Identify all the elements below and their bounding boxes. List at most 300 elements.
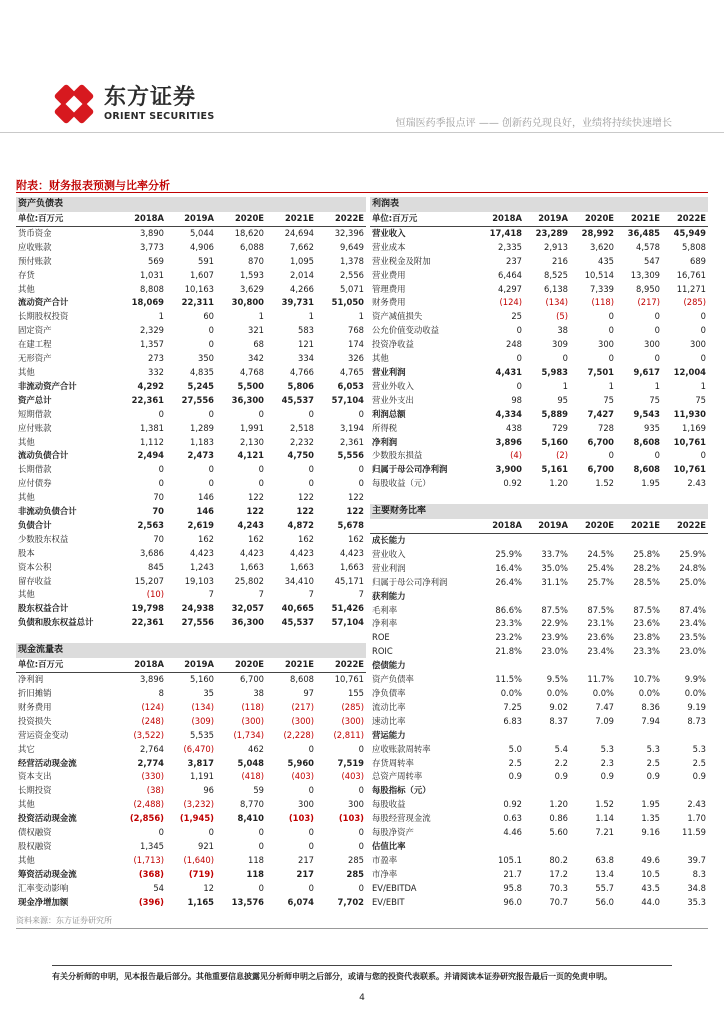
value-cell: 5,535	[190, 729, 214, 740]
value-cell: (124)	[141, 701, 164, 712]
value-cell: 68	[253, 339, 264, 350]
value-cell: 24,938	[181, 603, 214, 614]
value-cell: 26.4%	[495, 576, 522, 587]
value-cell: 63.8	[595, 854, 614, 865]
year-header: 2019A	[166, 658, 216, 672]
row-label: 在建工程	[18, 339, 52, 350]
row-label: ROE	[372, 632, 390, 643]
table-row	[16, 324, 366, 338]
value-cell: 1,165	[187, 896, 214, 907]
empty-cell	[616, 729, 662, 743]
value-cell: 729	[552, 422, 568, 433]
value-cell: 6,138	[544, 283, 568, 294]
value-cell: 118	[246, 868, 264, 879]
table-row	[370, 868, 708, 882]
value-cell: 273	[148, 353, 164, 364]
section-label: 每股指标（元）	[372, 785, 431, 796]
table-row	[16, 812, 366, 826]
row-label: 其他	[18, 589, 35, 600]
table-row	[16, 840, 366, 854]
row-label: 营业外支出	[372, 394, 414, 405]
value-cell: 845	[148, 561, 164, 572]
value-cell: 4,872	[287, 519, 314, 530]
row-label: 其它	[18, 743, 35, 754]
value-cell: 38	[557, 325, 568, 336]
row-label: 折旧摊销	[18, 688, 52, 698]
value-cell: 23.8%	[633, 632, 660, 643]
empty-cell	[662, 784, 708, 798]
row-label: 营业费用	[372, 269, 406, 280]
value-cell: 22,361	[131, 394, 164, 405]
value-cell: (285)	[341, 701, 364, 712]
value-cell: 1,289	[190, 422, 214, 433]
section-label: 获利能力	[372, 590, 406, 601]
value-cell: 25.7%	[587, 576, 614, 587]
row-label: 毛利率	[372, 604, 398, 615]
value-cell: (124)	[499, 297, 522, 308]
row-label: 无形资产	[18, 353, 52, 364]
value-cell: 122	[246, 506, 264, 517]
section-heading-row	[370, 784, 708, 798]
value-cell: 300	[644, 339, 660, 350]
empty-cell	[616, 659, 662, 673]
source-divider	[16, 928, 708, 929]
value-cell: 23.5%	[679, 632, 706, 643]
value-cell: 7,339	[590, 283, 614, 294]
table-row	[16, 729, 366, 743]
value-cell: 7,662	[290, 241, 314, 252]
table-row	[370, 617, 708, 631]
value-cell: 70	[153, 492, 164, 503]
value-cell: 146	[198, 492, 214, 503]
value-cell: 1	[308, 311, 314, 322]
value-cell: 8,525	[544, 269, 568, 280]
value-cell: 1,031	[140, 269, 164, 280]
year-header: 2020E	[570, 212, 616, 226]
value-cell: 2,619	[187, 519, 214, 530]
value-cell: 30,800	[231, 297, 264, 308]
value-cell: 1	[654, 380, 660, 391]
empty-cell	[570, 729, 616, 743]
row-label: 归属于母公司净利润	[372, 576, 448, 587]
value-cell: 1,169	[682, 422, 706, 433]
value-cell: 5,160	[541, 436, 568, 447]
value-cell: 5.4	[554, 743, 568, 754]
unit-label: 单位:百万元	[16, 658, 116, 672]
value-cell: 4,423	[240, 547, 264, 558]
table-row	[16, 743, 366, 757]
value-cell: 11.5%	[495, 674, 522, 685]
value-cell: 5,960	[287, 757, 314, 768]
table-row	[370, 673, 708, 687]
table-header-row	[16, 212, 366, 226]
value-cell: 285	[346, 868, 364, 879]
value-cell: 217	[298, 854, 314, 865]
value-cell: 0	[308, 478, 314, 489]
table-row	[370, 477, 708, 491]
value-cell: 13.4	[595, 868, 614, 879]
empty-cell	[478, 840, 524, 854]
value-cell: 5,048	[237, 757, 264, 768]
value-cell: (330)	[141, 771, 164, 782]
value-cell: 0.92	[503, 799, 522, 810]
table-row	[370, 310, 708, 324]
value-cell: (285)	[683, 297, 706, 308]
section-label: 营运能力	[372, 729, 406, 740]
value-cell: 7,501	[587, 366, 614, 377]
value-cell: 0	[516, 325, 522, 336]
table-row	[16, 296, 366, 310]
year-header: 2020E	[570, 519, 616, 533]
row-label: 资本公积	[18, 561, 52, 572]
value-cell: 23.0%	[541, 646, 568, 657]
value-cell: 0	[308, 408, 314, 419]
value-cell: 122	[348, 492, 364, 503]
value-cell: 23.3%	[495, 618, 522, 629]
table-row	[370, 283, 708, 297]
table-row	[16, 896, 366, 910]
value-cell: 0	[608, 450, 614, 461]
value-cell: (368)	[138, 868, 164, 879]
table-row	[16, 449, 366, 463]
section-label: 成长能力	[372, 535, 406, 546]
value-cell: 45,949	[673, 227, 706, 238]
value-cell: 80.2	[549, 854, 568, 865]
row-label: 应收账款	[18, 241, 52, 252]
value-cell: (1,945)	[179, 813, 214, 824]
value-cell: 569	[148, 255, 164, 266]
value-cell: 23.9%	[541, 632, 568, 643]
year-header: 2018A	[478, 519, 524, 533]
value-cell: 4,423	[290, 547, 314, 558]
value-cell: 36,300	[231, 394, 264, 405]
year-header: 2021E	[616, 212, 662, 226]
value-cell: 0.0%	[684, 688, 706, 698]
value-cell: 51,426	[331, 603, 364, 614]
table-row	[370, 715, 708, 729]
value-cell: 28,992	[581, 227, 614, 238]
value-cell: 4,334	[495, 408, 522, 419]
value-cell: 1.35	[641, 813, 660, 824]
value-cell: 583	[298, 325, 314, 336]
year-header: 2018A	[116, 658, 166, 672]
row-label: 净利润	[18, 674, 44, 685]
empty-cell	[478, 590, 524, 604]
value-cell: 70	[152, 506, 164, 517]
table-row	[16, 715, 366, 729]
value-cell: 70.3	[549, 882, 568, 893]
row-label: 货币资金	[18, 227, 52, 238]
value-cell: 4,423	[190, 547, 214, 558]
value-cell: 2.43	[687, 478, 706, 489]
value-cell: 1,112	[140, 436, 164, 447]
table-row	[370, 826, 708, 840]
value-cell: 8,410	[237, 813, 264, 824]
value-cell: (1,734)	[233, 729, 264, 740]
value-cell: 0	[208, 827, 214, 838]
value-cell: 9.16	[641, 827, 660, 838]
row-label: 资产负债率	[372, 674, 414, 685]
row-label: 其他	[18, 436, 35, 447]
value-cell: 3,890	[140, 227, 164, 238]
table-row	[370, 422, 708, 436]
empty-cell	[524, 840, 570, 854]
value-cell: 4,906	[190, 241, 214, 252]
row-label: 非流动负债合计	[18, 506, 77, 517]
value-cell: 0.0%	[592, 688, 614, 698]
value-cell: 3,620	[590, 241, 614, 252]
value-cell: 547	[644, 255, 660, 266]
empty-cell	[478, 784, 524, 798]
value-cell: 0	[358, 785, 364, 796]
year-header: 2018A	[116, 212, 166, 226]
value-cell: 0.86	[549, 813, 568, 824]
value-cell: 2,361	[340, 436, 364, 447]
row-label: 营业税金及附加	[372, 255, 431, 266]
value-cell: 0	[358, 827, 364, 838]
table-row	[16, 310, 366, 324]
value-cell: 350	[198, 353, 214, 364]
value-cell: 8.3	[692, 868, 706, 879]
value-cell: 4,297	[498, 283, 522, 294]
value-cell: 9,543	[633, 408, 660, 419]
value-cell: 0.9	[692, 771, 706, 782]
value-cell: 1,991	[240, 422, 264, 433]
section-heading-row	[370, 534, 708, 548]
value-cell: 326	[348, 353, 364, 364]
year-header: 2021E	[616, 519, 662, 533]
value-cell: 921	[198, 840, 214, 851]
table-row	[370, 226, 708, 240]
value-cell: 0	[258, 882, 264, 893]
table-row	[370, 449, 708, 463]
row-label: 市净率	[372, 868, 398, 879]
value-cell: 0	[358, 882, 364, 893]
value-cell: 44.0	[641, 896, 660, 907]
table-row	[16, 561, 366, 575]
row-label: 资本支出	[18, 771, 52, 782]
table-row	[370, 770, 708, 784]
value-cell: 2,232	[290, 436, 314, 447]
table-row	[16, 491, 366, 505]
table-row	[16, 770, 366, 784]
value-cell: 2,774	[137, 757, 164, 768]
section-heading-row	[370, 840, 708, 854]
row-label: 流动负债合计	[18, 450, 69, 461]
value-cell: 3,896	[495, 436, 522, 447]
value-cell: (418)	[241, 771, 264, 782]
value-cell: 0	[608, 311, 614, 322]
value-cell: 162	[298, 533, 314, 544]
empty-cell	[570, 590, 616, 604]
table-header-row	[370, 519, 708, 533]
value-cell: 0	[516, 353, 522, 364]
table-row	[16, 798, 366, 812]
table-row	[16, 241, 366, 255]
table-row	[370, 255, 708, 269]
value-cell: 1	[358, 311, 364, 322]
header-divider	[0, 132, 724, 133]
value-cell: 0	[358, 743, 364, 754]
table-row	[16, 477, 366, 491]
value-cell: 3,900	[495, 464, 522, 475]
value-cell: 1,243	[190, 561, 214, 572]
value-cell: 7.47	[595, 701, 614, 712]
value-cell: 5,556	[337, 450, 364, 461]
value-cell: 1.95	[641, 799, 660, 810]
row-label: 净利润	[372, 436, 398, 447]
value-cell: 6,700	[587, 436, 614, 447]
value-cell: 17.2	[549, 868, 568, 879]
unit-label: 单位:百万元	[370, 212, 478, 226]
cash-flow-statement	[16, 643, 366, 909]
value-cell: 2.5	[646, 757, 660, 768]
value-cell: 49.6	[641, 854, 660, 865]
value-cell: 18,620	[234, 227, 264, 238]
row-label: 投资活动现金流	[18, 813, 77, 824]
source-note: 资料来源：东方证券研究所	[16, 916, 112, 925]
cash-flow-title: 现金流量表	[16, 643, 366, 658]
value-cell: 75	[649, 394, 660, 405]
value-cell: 8,808	[140, 283, 164, 294]
value-cell: 6,700	[587, 464, 614, 475]
value-cell: (300)	[341, 715, 364, 726]
value-cell: 2,494	[137, 450, 164, 461]
row-label: 长期投资	[18, 785, 52, 796]
value-cell: 18,069	[131, 297, 164, 308]
value-cell: 3,773	[140, 241, 164, 252]
value-cell: 57,104	[331, 394, 364, 405]
value-cell: 0	[158, 408, 164, 419]
value-cell: (1,640)	[183, 854, 214, 865]
value-cell: 0	[308, 464, 314, 475]
value-cell: 1,357	[140, 339, 164, 350]
value-cell: 5,161	[541, 464, 568, 475]
value-cell: 10,514	[584, 269, 614, 280]
value-cell: 0	[158, 827, 164, 838]
value-cell: 87.4%	[679, 604, 706, 615]
value-cell: 5,071	[340, 283, 364, 294]
value-cell: 2.2	[554, 757, 568, 768]
value-cell: 25.9%	[679, 548, 706, 559]
value-cell: 7,519	[337, 757, 364, 768]
left-column	[16, 197, 366, 910]
value-cell: 0.9	[508, 771, 522, 782]
value-cell: 13,576	[231, 896, 264, 907]
row-label: 管理费用	[372, 283, 406, 294]
value-cell: 1,663	[240, 561, 264, 572]
table-header-row	[370, 212, 708, 226]
row-label: 公允价值变动收益	[372, 325, 439, 336]
table-row	[370, 798, 708, 812]
empty-cell	[616, 784, 662, 798]
value-cell: 4,768	[240, 366, 264, 377]
value-cell: 0	[358, 464, 364, 475]
row-label: 营业收入	[372, 227, 406, 238]
row-label: 投资净收益	[372, 339, 414, 350]
row-label: 其他	[18, 366, 35, 377]
balance-sheet-table	[16, 212, 366, 630]
balance-sheet	[16, 197, 366, 630]
value-cell: 21.8%	[495, 646, 522, 657]
value-cell: (3,232)	[183, 799, 214, 810]
balance-sheet-title: 资产负债表	[16, 197, 366, 212]
value-cell: 300	[598, 339, 614, 350]
value-cell: 98	[511, 394, 522, 405]
value-cell: 36,485	[627, 227, 660, 238]
value-cell: 1	[158, 311, 164, 322]
value-cell: 3,686	[140, 547, 164, 558]
value-cell: 3,817	[187, 757, 214, 768]
value-cell: (38)	[146, 785, 164, 796]
table-row	[16, 687, 366, 701]
value-cell: 32,396	[334, 227, 364, 238]
table-row	[370, 548, 708, 562]
row-label: 其他	[18, 492, 35, 503]
row-label: 市盈率	[372, 854, 398, 865]
value-cell: 0.0%	[638, 688, 660, 698]
value-cell: 118	[248, 854, 264, 865]
row-label: 净负债率	[372, 688, 406, 698]
table-row	[370, 896, 708, 910]
value-cell: 462	[248, 743, 264, 754]
value-cell: 27,556	[181, 394, 214, 405]
value-cell: 5.3	[600, 743, 614, 754]
value-cell: 56.0	[595, 896, 614, 907]
table-row	[370, 882, 708, 896]
header-label-cell	[370, 519, 478, 533]
table-row	[370, 324, 708, 338]
value-cell: 1,607	[190, 269, 214, 280]
financial-ratios-title: 主要财务比率	[370, 504, 708, 519]
value-cell: (396)	[138, 896, 164, 907]
value-cell: 1.52	[595, 799, 614, 810]
value-cell: 4,243	[237, 519, 264, 530]
value-cell: 0	[308, 840, 314, 851]
value-cell: 0	[700, 311, 706, 322]
income-statement-title: 利润表	[370, 197, 708, 212]
value-cell: 11.59	[682, 827, 706, 838]
value-cell: (2,488)	[133, 799, 164, 810]
value-cell: (309)	[191, 715, 214, 726]
value-cell: 0.0%	[500, 688, 522, 698]
value-cell: (248)	[141, 715, 164, 726]
section-label: 偿债能力	[372, 660, 406, 671]
value-cell: 11,930	[673, 408, 706, 419]
value-cell: 1,593	[240, 269, 264, 280]
value-cell: 97	[303, 688, 314, 698]
row-label: 每股收益	[372, 799, 406, 810]
value-cell: 87.5%	[541, 604, 568, 615]
value-cell: 1,191	[190, 771, 214, 782]
value-cell: 10.5	[641, 868, 660, 879]
year-header: 2019A	[524, 212, 570, 226]
value-cell: 4,835	[190, 366, 214, 377]
value-cell: 23.3%	[633, 646, 660, 657]
empty-cell	[662, 534, 708, 548]
value-cell: 10,761	[334, 674, 364, 685]
row-label: 预付账款	[18, 255, 52, 266]
value-cell: 7	[208, 589, 214, 600]
value-cell: 51,050	[331, 297, 364, 308]
value-cell: 435	[598, 255, 614, 266]
row-label: 负债和股东权益总计	[18, 617, 94, 628]
value-cell: 10,761	[673, 464, 706, 475]
value-cell: 55.7	[595, 882, 614, 893]
value-cell: 2,014	[290, 269, 314, 280]
value-cell: (3,522)	[133, 729, 164, 740]
empty-cell	[478, 534, 524, 548]
